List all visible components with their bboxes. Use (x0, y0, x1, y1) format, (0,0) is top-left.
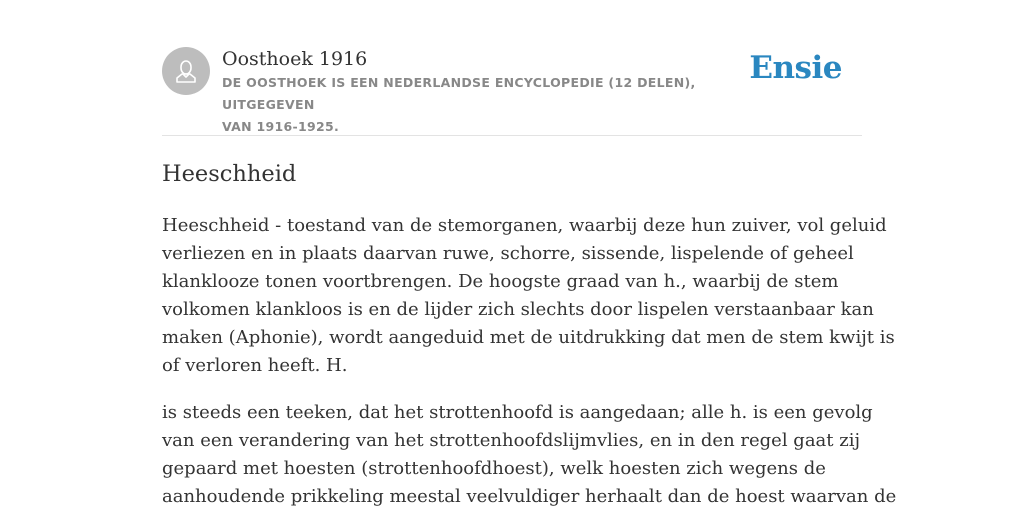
paragraph-line: Heeschheid - toestand van de stemorganen, waarbij deze hun zuiver, vol geluid (162, 215, 887, 236)
paragraph-line: klanklooze tonen voortbrengen. De hoogste graad van h., waarbij de stem (162, 271, 839, 292)
ensie-logo[interactable]: Ensie (749, 50, 842, 86)
source-title[interactable]: Oosthoek 1916 (222, 48, 368, 70)
paragraph-line: aanhoudende prikkeling meestal veelvuldiger herhaalt dan de hoest waarvan de (162, 486, 897, 507)
paragraph-line: van een verandering van het strottenhoofdslijmvlies, en in den regel gaat zij (162, 430, 861, 451)
paragraph-line: volkomen klankloos is en de lijder zich slechts door lispelen verstaanbaar kan (162, 299, 874, 320)
article-paragraph (162, 212, 895, 380)
source-description-line: VAN 1916-1925. (222, 119, 340, 134)
paragraph-line: gepaard met hoesten (strottenhoofdhoest), welk hoesten zich wegens de (162, 458, 826, 479)
paragraph-line: of verloren heeft. H. (162, 355, 348, 376)
paragraph-line: is steeds een teeken, dat het strottenhoofd is aangedaan; alle h. is een gevolg (162, 402, 873, 423)
article-title: Heeschheid (162, 161, 297, 187)
paragraph-line: maken (Aphonie), wordt aangeduid met de uitdrukking dat men de stem kwijt is (162, 327, 895, 348)
paragraph-line: verliezen en in plaats daarvan ruwe, schorre, sissende, lispelende of geheel (162, 243, 854, 264)
article (162, 156, 897, 511)
article-paragraph (162, 399, 897, 511)
divider (162, 135, 862, 136)
source-description (222, 72, 762, 138)
user-avatar-icon (162, 47, 210, 95)
source-description-line: DE OOSTHOEK IS EEN NEDERLANDSE ENCYCLOPEDIE (12 DELEN), UITGEGEVEN (222, 75, 696, 112)
source-header (162, 44, 862, 135)
